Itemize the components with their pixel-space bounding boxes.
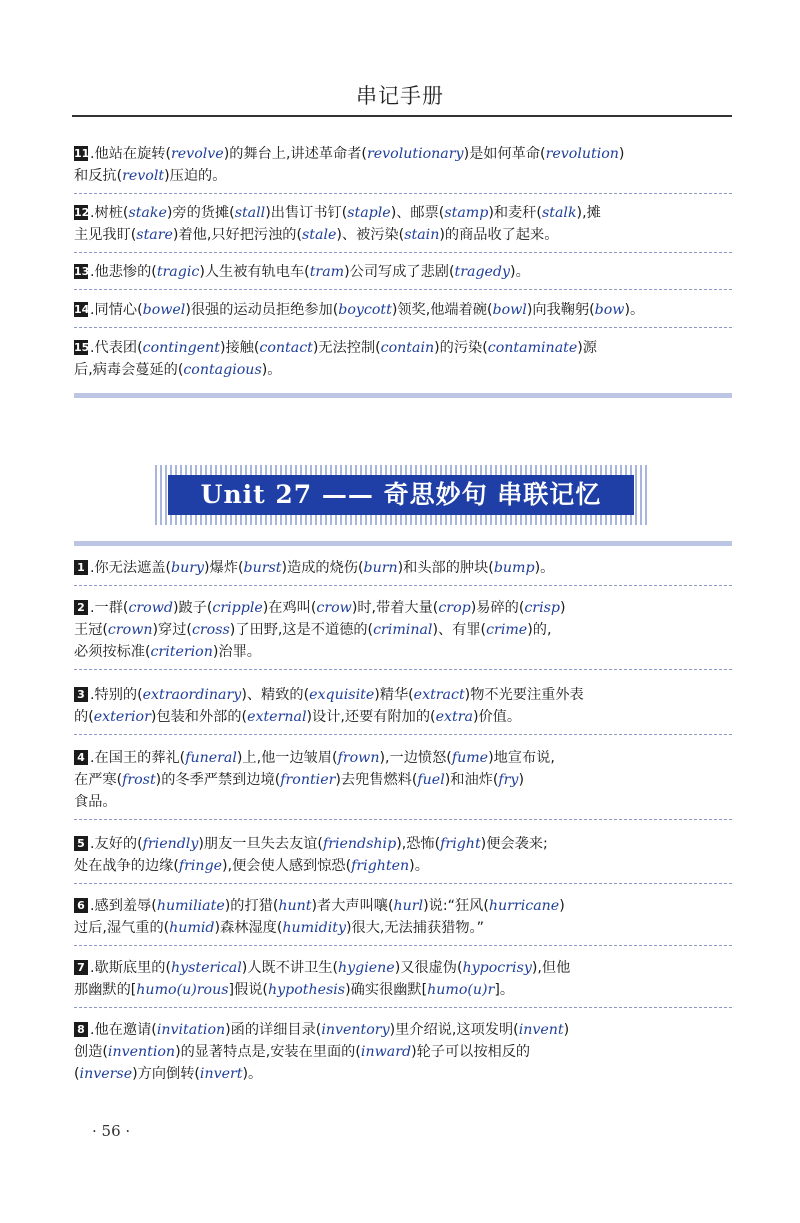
chinese-text: ) (560, 600, 566, 616)
english-keyword: extraordinary (142, 687, 242, 703)
english-keyword: fuel (417, 772, 445, 788)
chinese-text: )上,他一边皱眉( (236, 750, 338, 766)
chinese-text: )的商品收了起来。 (439, 227, 559, 243)
chinese-text: )造成的烧伤( (281, 560, 364, 576)
english-keyword: burn (363, 560, 398, 576)
chinese-text: 和反抗( (74, 168, 123, 184)
chinese-text: )的显著特点是,安装在里面的( (175, 1044, 361, 1060)
english-keyword: funeral (185, 750, 237, 766)
chinese-text: ) (518, 772, 524, 788)
english-keyword: humiliate (156, 898, 225, 914)
sentence-item (74, 299, 732, 328)
item-number-dot: . (90, 340, 95, 356)
chinese-text: 创造( (74, 1044, 108, 1060)
chinese-text: )领奖,他端着碗( (391, 302, 493, 318)
chinese-text: )精华( (374, 687, 414, 703)
chinese-text: )出售订书钉( (265, 205, 348, 221)
english-keyword: contact (259, 340, 313, 356)
chinese-text: )接触( (219, 340, 260, 356)
english-keyword: boycott (338, 302, 392, 318)
chinese-text: )朋友一旦失去友谊( (198, 836, 323, 852)
chinese-text: )人生被有轨电车( (199, 264, 310, 280)
chinese-text: 处在战争的边缘( (74, 858, 179, 874)
chinese-text: 特别的( (94, 687, 143, 703)
chinese-text: )穿过( (152, 622, 192, 638)
chinese-text: 树桩( (94, 205, 129, 221)
chinese-text: )里介绍说,这项发明( (389, 1022, 519, 1038)
chinese-text: )者大声叫嚷( (311, 898, 394, 914)
english-keyword: frown (337, 750, 380, 766)
english-keyword: external (247, 709, 307, 725)
english-keyword: frontier (280, 772, 336, 788)
chinese-text: )包装和外部的( (150, 709, 248, 725)
item-number-dot: . (90, 687, 95, 703)
english-keyword: fry (498, 772, 519, 788)
item-number-dot: . (90, 205, 95, 221)
english-keyword: friendly (142, 836, 199, 852)
chinese-text: 友好的( (94, 836, 143, 852)
english-keyword: hysterical (171, 960, 242, 976)
chinese-text: 一群( (94, 600, 129, 616)
english-keyword: contingent (142, 340, 220, 356)
chinese-text: )的打猎( (224, 898, 279, 914)
english-keyword: fringe (178, 858, 223, 874)
english-keyword: stamp (444, 205, 489, 221)
chinese-text: )的, (527, 622, 552, 638)
chinese-text: )去兜售燃料( (335, 772, 418, 788)
item-number-badge: 11 (74, 147, 90, 160)
english-keyword: cripple (212, 600, 263, 616)
item-number-dot: . (90, 836, 95, 852)
english-keyword: tragic (156, 264, 200, 280)
english-keyword: invitation (156, 1022, 226, 1038)
english-keyword: cross (191, 622, 230, 638)
sentence-item (74, 833, 732, 884)
chinese-text: )公司写成了悲剧( (344, 264, 455, 280)
sentence-item (74, 597, 732, 670)
english-keyword: burst (243, 560, 282, 576)
english-keyword: contagious (183, 362, 262, 378)
english-keyword: frost (122, 772, 156, 788)
item-number-badge: 14 (74, 303, 90, 316)
chinese-text: )时,带着大量( (351, 600, 439, 616)
unit-title: Unit 27 —— 奇思妙句 串联记忆 (168, 475, 634, 515)
chinese-text: )地宣布说, (488, 750, 555, 766)
english-keyword: tragedy (454, 264, 511, 280)
english-keyword: invert (199, 1066, 243, 1082)
chinese-text: )和麦秆( (488, 205, 542, 221)
chinese-text: )便会袭来; (480, 836, 548, 852)
chinese-text: 那幽默的[ (74, 982, 137, 998)
english-keyword: stall (234, 205, 266, 221)
chinese-text: 感到羞辱( (94, 898, 157, 914)
chinese-text: ),摊 (576, 205, 601, 221)
item-number-dot: . (90, 960, 95, 976)
chinese-text: ) (618, 146, 625, 162)
item-number-badge: 7 (74, 960, 88, 975)
item-number-dot: . (90, 560, 95, 576)
chinese-text: )压迫的。 (164, 168, 227, 184)
chinese-text: )的冬季严禁到边境( (155, 772, 281, 788)
english-keyword: stake (128, 205, 167, 221)
chinese-text: )的污染( (434, 340, 488, 356)
chinese-text: 你无法遮盖( (94, 560, 171, 576)
chinese-text: )。 (624, 302, 645, 318)
english-keyword: frighten (351, 858, 410, 874)
chinese-text: )、邮票( (390, 205, 445, 221)
item-number-badge: 13 (74, 265, 90, 278)
chinese-text: )函的详细目录( (225, 1022, 322, 1038)
chinese-text: )着他,只好把污浊的( (172, 227, 303, 243)
english-keyword: fume (451, 750, 489, 766)
chinese-text: 在国王的葬礼( (94, 750, 186, 766)
page-number: · 56 · (92, 1122, 131, 1140)
chinese-text: 食品。 (74, 794, 117, 810)
english-keyword: hurl (393, 898, 424, 914)
english-keyword: crow (316, 600, 352, 616)
item-number-badge: 1 (74, 560, 88, 575)
chinese-text: ( (74, 1066, 80, 1082)
english-keyword: bowl (492, 302, 527, 318)
chinese-text: )。 (534, 560, 555, 576)
sentence-item (74, 202, 732, 253)
chinese-text: ),但他 (531, 960, 571, 976)
chinese-text: )、被污染( (336, 227, 405, 243)
english-keyword: crime (486, 622, 528, 638)
sentence-item (74, 143, 732, 194)
english-keyword: criterion (150, 644, 213, 660)
english-keyword: extract (413, 687, 465, 703)
chinese-text: 同情心( (94, 302, 143, 318)
english-keyword: inward (360, 1044, 412, 1060)
item-number-dot: . (90, 302, 95, 318)
item-number-badge: 6 (74, 898, 88, 913)
english-keyword: inverse (79, 1066, 133, 1082)
sentence-item (74, 747, 732, 820)
chinese-text: )轮子可以按相反的 (411, 1044, 531, 1060)
chinese-text: )方向倒转( (132, 1066, 200, 1082)
chinese-text: )和油炸( (444, 772, 499, 788)
english-keyword: fright (440, 836, 481, 852)
chinese-text: ) (563, 1022, 570, 1038)
sentence-item (74, 895, 732, 946)
english-keyword: stain (404, 227, 440, 243)
chinese-text: 在严寒( (74, 772, 123, 788)
chinese-text: ),便会使人感到惊恐( (222, 858, 352, 874)
english-keyword: revolt (122, 168, 165, 184)
english-keyword: invention (107, 1044, 176, 1060)
chinese-text: 歇斯底里的( (94, 960, 171, 976)
english-keyword: bow (594, 302, 625, 318)
item-number-dot: . (90, 898, 95, 914)
chinese-text: )是如何革命( (463, 146, 546, 162)
item-number-badge: 8 (74, 1022, 88, 1037)
english-keyword: hypothesis (267, 982, 346, 998)
chinese-text: )人既不讲卫生( (241, 960, 338, 976)
chinese-text: 后,病毒会蔓延的( (74, 362, 184, 378)
sentence-item (74, 557, 732, 586)
chinese-text: 必须按标准( (74, 644, 151, 660)
chinese-text: )了田野,这是不道德的( (229, 622, 374, 638)
chinese-text: )跛子( (172, 600, 213, 616)
chinese-text: ]。 (494, 982, 515, 998)
english-keyword: hypocrisy (462, 960, 532, 976)
english-keyword: humid (169, 920, 215, 936)
english-keyword: bury (171, 560, 205, 576)
chinese-text: )又很虚伪( (394, 960, 463, 976)
english-keyword: revolution (545, 146, 619, 162)
english-keyword: exterior (93, 709, 151, 725)
sentence-item (74, 1019, 732, 1091)
chinese-text: )说:“狂风( (423, 898, 489, 914)
item-number-badge: 3 (74, 687, 88, 702)
chinese-text: ) (559, 898, 565, 914)
chinese-text: )设计,还要有附加的( (306, 709, 436, 725)
english-keyword: exquisite (309, 687, 375, 703)
english-keyword: stare (136, 227, 173, 243)
chinese-text: )向我鞠躬( (526, 302, 595, 318)
english-keyword: humo(u)r (427, 982, 495, 998)
chinese-text: 主见我盯( (74, 227, 137, 243)
english-keyword: inventory (321, 1022, 390, 1038)
english-keyword: humo(u)rous (136, 982, 229, 998)
english-keyword: humidity (282, 920, 346, 936)
section-divider-bar (74, 541, 732, 546)
item-number-dot: . (90, 264, 95, 280)
item-number-badge: 2 (74, 600, 88, 615)
chinese-text: ]假说( (228, 982, 268, 998)
english-keyword: crisp (524, 600, 560, 616)
chinese-text: )。 (510, 264, 530, 280)
chinese-text: )易碎的( (470, 600, 525, 616)
chinese-text: )和头部的肿块( (397, 560, 494, 576)
english-keyword: crop (438, 600, 471, 616)
english-keyword: revolutionary (366, 146, 464, 162)
english-keyword: crown (107, 622, 153, 638)
item-number-badge: 5 (74, 836, 88, 851)
chinese-text: )旁的货摊( (166, 205, 235, 221)
sentence-item (74, 337, 732, 387)
english-keyword: hurricane (488, 898, 560, 914)
english-keyword: contaminate (487, 340, 578, 356)
chinese-text: )价值。 (472, 709, 522, 725)
english-keyword: criminal (373, 622, 433, 638)
chinese-text: 他站在旋转( (94, 146, 171, 162)
english-keyword: hygiene (338, 960, 395, 976)
chinese-text: )。 (261, 362, 282, 378)
chinese-text: 他悲惨的( (94, 264, 157, 280)
item-number-dot: . (90, 600, 95, 616)
item-number-badge: 4 (74, 750, 88, 765)
chinese-text: )的舞台上,讲述革命者( (223, 146, 367, 162)
item-number-dot: . (90, 1022, 95, 1038)
english-keyword: staple (347, 205, 391, 221)
english-keyword: tram (309, 264, 345, 280)
english-keyword: extra (435, 709, 473, 725)
chinese-text: ),恐怖( (396, 836, 441, 852)
english-keyword: friendship (322, 836, 397, 852)
chinese-text: )、有罪( (432, 622, 487, 638)
english-keyword: stale (302, 227, 337, 243)
chinese-text: 的( (74, 709, 94, 725)
item-number-dot: . (90, 146, 95, 162)
english-keyword: crowd (128, 600, 173, 616)
english-keyword: bump (493, 560, 535, 576)
item-number-dot: . (90, 750, 95, 766)
chinese-text: )物不光要注重外表 (464, 687, 584, 703)
english-keyword: invent (518, 1022, 564, 1038)
english-keyword: revolve (171, 146, 224, 162)
item-number-badge: 15 (74, 341, 90, 354)
chinese-text: ),一边愤怒( (379, 750, 452, 766)
sentence-item (74, 957, 732, 1008)
chinese-text: )。 (409, 858, 429, 874)
chinese-text: 代表团( (94, 340, 143, 356)
chinese-text: )无法控制( (312, 340, 381, 356)
header-rule (72, 115, 732, 117)
chinese-text: )治罪。 (212, 644, 261, 660)
english-keyword: contain (380, 340, 435, 356)
chinese-text: )源 (577, 340, 597, 356)
item-number-badge: 12 (74, 206, 90, 219)
chinese-text: )、精致的( (241, 687, 310, 703)
chinese-text: )。 (242, 1066, 263, 1082)
chinese-text: )爆炸( (204, 560, 244, 576)
chinese-text: 王冠( (74, 622, 108, 638)
chinese-text: )在鸡叫( (262, 600, 317, 616)
english-keyword: stalk (541, 205, 577, 221)
chinese-text: )森林湿度( (214, 920, 283, 936)
chinese-text: 过后,湿气重的( (74, 920, 170, 936)
chinese-text: )确实很幽默[ (345, 982, 428, 998)
chinese-text: )很强的运动员拒绝参加( (185, 302, 339, 318)
sentence-item (74, 261, 732, 290)
chinese-text: )很大,无法捕获猎物。” (345, 920, 484, 936)
chinese-text: 他在邀请( (94, 1022, 157, 1038)
sentence-item (74, 684, 732, 735)
section-divider-bar (74, 393, 732, 398)
running-header: 串记手册 (356, 84, 444, 108)
english-keyword: bowel (142, 302, 186, 318)
english-keyword: hunt (278, 898, 312, 914)
